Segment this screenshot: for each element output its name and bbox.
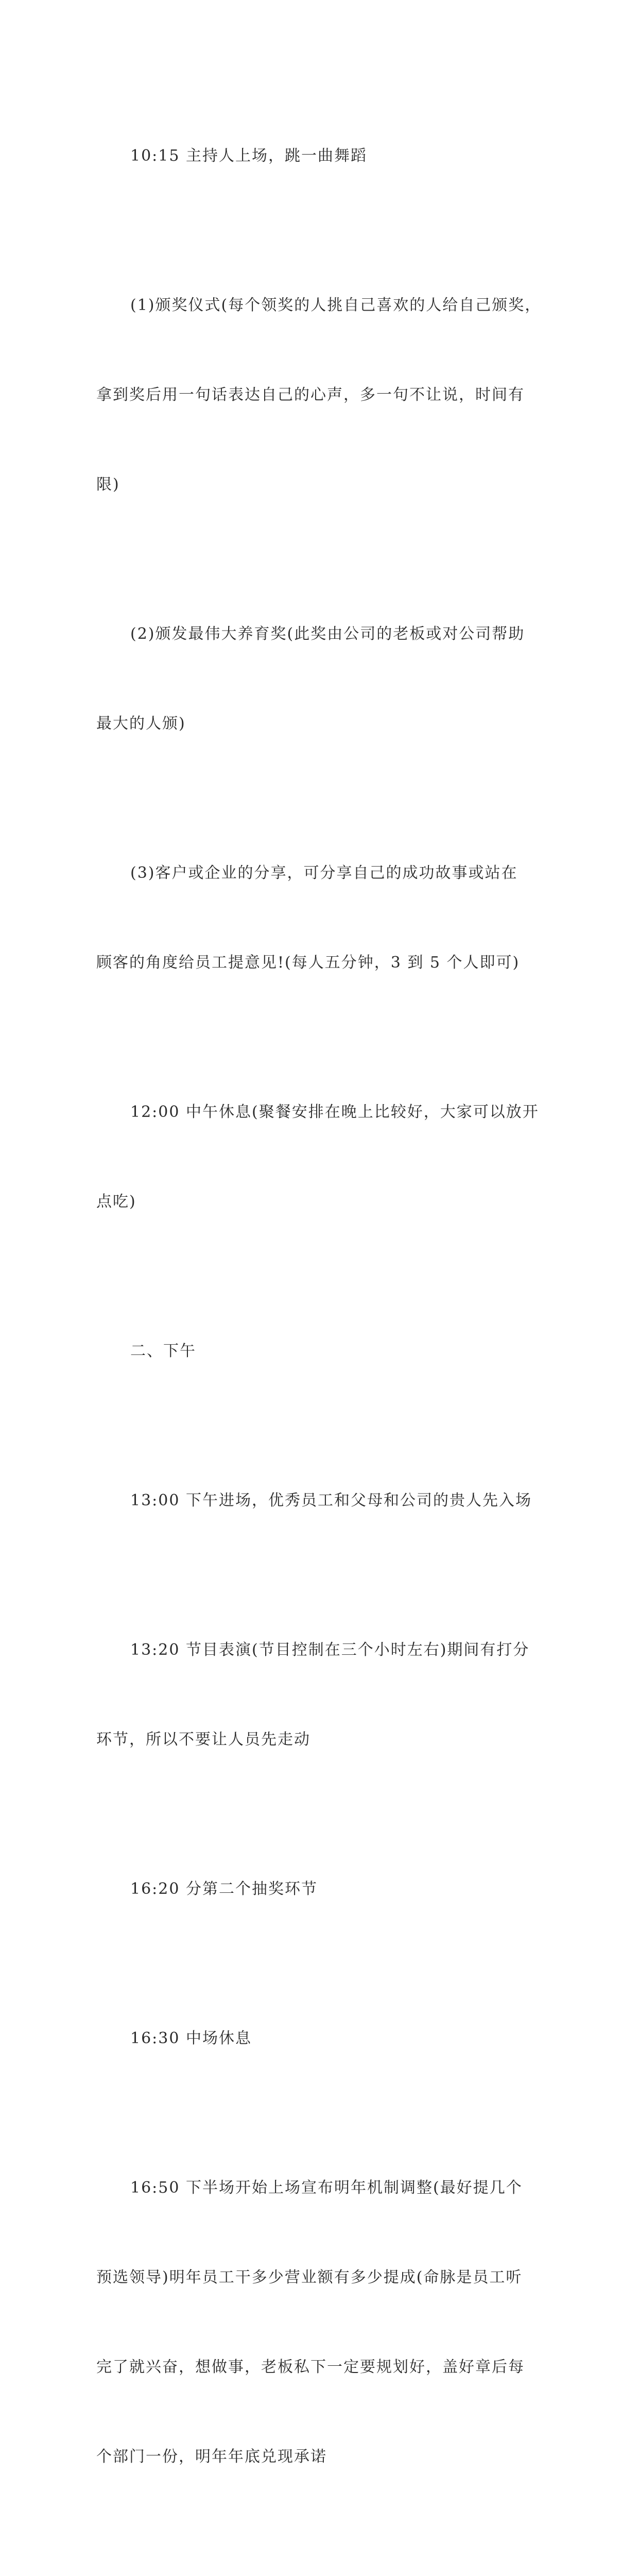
paragraph-1200-lunch (96, 1038, 544, 1277)
paragraph-1015-host (96, 81, 544, 231)
text-line: 16:30 中场休息 (130, 2029, 252, 2047)
text-line: 限) (96, 476, 120, 494)
text-line: 二、下午 (130, 1342, 196, 1360)
text-line: 点吃) (96, 1193, 136, 1211)
paragraph-customer-sharing (96, 799, 544, 1038)
section-heading-afternoon (96, 1277, 544, 1426)
text-line: 顾客的角度给员工提意见!(每人五分钟，3 到 5 个人即可) (96, 954, 520, 972)
text-line: (2)颁发最伟大养育奖(此奖由公司的老板或对公司帮助 (130, 625, 525, 643)
paragraph-1620-lottery (96, 1815, 544, 1964)
text-line: 16:50 下半场开始上场宣布明年机制调整(最好提几个 (130, 2179, 523, 2197)
paragraph-1630-break (96, 1964, 544, 2113)
text-line: 最大的人颁) (96, 715, 186, 733)
text-line: 13:20 节目表演(节目控制在三个小时左右)期间有打分 (130, 1641, 530, 1659)
text-line: 个部门一份，明年年底兑现承诺 (96, 2448, 327, 2466)
text-line: (3)客户或企业的分享，可分享自己的成功故事或站在 (130, 864, 518, 882)
text-line: 预选领导)明年员工干多少营业额有多少提成(命脉是员工听 (96, 2268, 523, 2286)
text-line: (1)颁奖仪式(每个领奖的人挑自己喜欢的人给自己颁奖， (130, 296, 542, 314)
paragraph-award-ceremony (96, 231, 544, 560)
text-line: 拿到奖后用一句话表达自己的心声，多一句不让说，时间有 (96, 386, 525, 404)
text-line: 10:15 主持人上场，跳一曲舞蹈 (130, 147, 367, 165)
text-line: 完了就兴奋，想做事，老板私下一定要规划好，盖好章后每 (96, 2358, 525, 2376)
paragraph-1320-performance (96, 1575, 544, 1815)
paragraph-1650-announcement (96, 2113, 544, 2532)
paragraph-parenting-award (96, 560, 544, 799)
paragraph-1300-entry (96, 1426, 544, 1575)
text-line: 12:00 中午休息(聚餐安排在晚上比较好，大家可以放开 (130, 1103, 539, 1121)
text-line: 13:00 下午进场，优秀员工和父母和公司的贵人先入场 (130, 1492, 532, 1510)
text-line: 环节，所以不要让人员先走动 (96, 1731, 310, 1749)
text-line: 16:20 分第二个抽奖环节 (130, 1880, 318, 1898)
paragraph-1730-goals (96, 2532, 544, 2576)
document-body (96, 81, 544, 2576)
